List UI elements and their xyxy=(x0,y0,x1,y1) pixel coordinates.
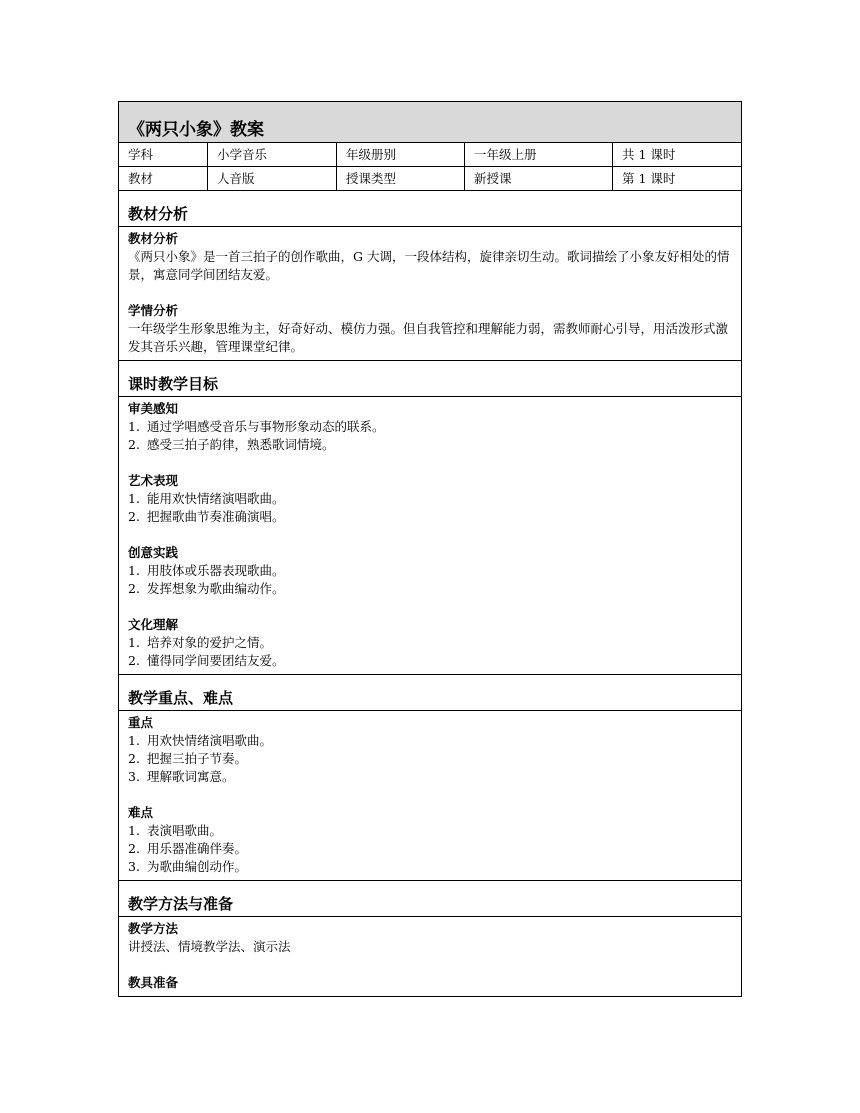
methods-block xyxy=(128,920,732,956)
list-item: 2. 发挥想象为歌曲编动作。 xyxy=(128,581,285,596)
list-item: 3. 理解歌词寓意。 xyxy=(128,769,235,784)
grade-label: 年级册别 xyxy=(337,143,465,166)
block-title: 文化理解 xyxy=(128,617,179,632)
learner-analysis-block xyxy=(128,302,732,356)
page-title: 《两只小象》教案 xyxy=(128,120,264,140)
list-item: 2. 懂得同学间要团结友爱。 xyxy=(128,653,285,668)
lesson-number: 第 1 课时 xyxy=(622,171,676,186)
objective-block xyxy=(128,616,732,670)
list-item: 1. 通过学唱感受音乐与事物形象动态的联系。 xyxy=(128,419,385,434)
section-heading-keypoints xyxy=(119,675,741,711)
list-item: 2. 把握歌曲节奏准确演唱。 xyxy=(128,509,285,524)
subject-label: 学科 xyxy=(119,143,208,166)
section-body-analysis xyxy=(119,227,741,361)
block-text: 《两只小象》是一首三拍子的创作歌曲，G 大调，一段体结构，旋律亲切生动。歌词描绘了小象友好相处的情景，寓意同学间团结友爱。 xyxy=(128,249,730,282)
objective-block xyxy=(128,544,732,598)
section-body-objectives xyxy=(119,397,741,675)
block-title: 学情分析 xyxy=(128,303,179,318)
lesson-plan-table xyxy=(118,101,742,997)
lesson-type-value: 新授课 xyxy=(465,167,613,190)
block-title: 艺术表现 xyxy=(128,473,179,488)
section-body-methods xyxy=(119,917,741,996)
section-heading-analysis xyxy=(119,191,741,227)
block-title: 教材分析 xyxy=(128,231,179,246)
block-title: 教学方法 xyxy=(128,921,179,936)
total-lessons: 共 1 课时 xyxy=(622,147,676,162)
section-heading-methods xyxy=(119,881,741,917)
section-title: 课时教学目标 xyxy=(128,375,219,393)
title-row xyxy=(119,102,741,143)
list-item: 2. 把握三拍子节奏。 xyxy=(128,751,248,766)
grade-value: 一年级上册 xyxy=(465,143,613,166)
block-text: 讲授法、情境教学法、演示法 xyxy=(128,939,291,954)
keypoints-block xyxy=(128,714,732,786)
lesson-type-label: 授课类型 xyxy=(337,167,465,190)
block-title: 教具准备 xyxy=(128,975,179,990)
subject-value: 小学音乐 xyxy=(208,143,337,166)
objective-block xyxy=(128,472,732,526)
block-title: 难点 xyxy=(128,805,154,820)
info-row-2 xyxy=(119,167,741,191)
section-title: 教学方法与准备 xyxy=(128,895,234,913)
list-item: 1. 培养对象的爱护之情。 xyxy=(128,635,273,650)
block-title: 重点 xyxy=(128,715,154,730)
textbook-label: 教材 xyxy=(119,167,208,190)
list-item: 1. 用欢快情绪演唱歌曲。 xyxy=(128,733,273,748)
section-title: 教材分析 xyxy=(128,205,189,223)
section-heading-objectives xyxy=(119,361,741,397)
difficulties-block xyxy=(128,804,732,876)
list-item: 1. 表演唱歌曲。 xyxy=(128,823,223,838)
info-row-1 xyxy=(119,143,741,167)
section-title: 教学重点、难点 xyxy=(128,689,234,707)
list-item: 1. 能用欢快情绪演唱歌曲。 xyxy=(128,491,285,506)
list-item: 3. 为歌曲编创动作。 xyxy=(128,859,248,874)
block-text: 一年级学生形象思维为主，好奇好动、模仿力强。但自我管控和理解能力弱，需教师耐心引导，用活泼形式激发其音乐兴趣，管理课堂纪律。 xyxy=(128,321,729,354)
section-body-keypoints xyxy=(119,711,741,881)
list-item: 2. 用乐器准确伴奏。 xyxy=(128,841,248,856)
objective-block xyxy=(128,400,732,454)
block-title: 审美感知 xyxy=(128,401,179,416)
teaching-aids-block xyxy=(128,974,732,992)
textbook-value: 人音版 xyxy=(208,167,337,190)
list-item: 1. 用肢体或乐器表现歌曲。 xyxy=(128,563,285,578)
block-title: 创意实践 xyxy=(128,545,179,560)
list-item: 2. 感受三拍子韵律，熟悉歌词情境。 xyxy=(128,437,335,452)
analysis-block xyxy=(128,230,732,284)
